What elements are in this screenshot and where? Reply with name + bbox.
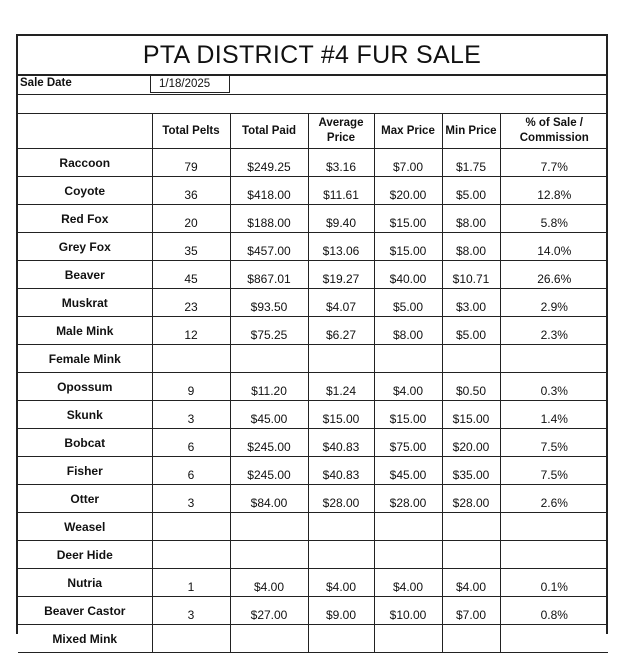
row-item-name: Red Fox: [18, 205, 152, 233]
cell-min: [442, 513, 500, 541]
cell-pelts: 3: [152, 597, 230, 625]
table-row: [18, 513, 608, 541]
table-row: [18, 345, 608, 373]
cell-pct: [500, 541, 608, 569]
cell-max: $20.00: [374, 177, 442, 205]
row-item-name: Male Mink: [18, 317, 152, 345]
table-row: [18, 205, 608, 233]
cell-max: $7.00: [374, 149, 442, 177]
cell-pelts: 79: [152, 149, 230, 177]
cell-min: $3.00: [442, 289, 500, 317]
spacer-row: [18, 95, 606, 114]
cell-avg: $11.61: [308, 177, 374, 205]
row-item-name: Grey Fox: [18, 233, 152, 261]
cell-pct: [500, 513, 608, 541]
cell-min: $4.00: [442, 569, 500, 597]
cell-pelts: 6: [152, 429, 230, 457]
cell-pelts: 1: [152, 569, 230, 597]
cell-pelts: 45: [152, 261, 230, 289]
cell-max: $15.00: [374, 205, 442, 233]
cell-pelts: [152, 345, 230, 373]
cell-min: $35.00: [442, 457, 500, 485]
table-row: [18, 149, 608, 177]
cell-paid: $418.00: [230, 177, 308, 205]
cell-paid: $27.00: [230, 597, 308, 625]
cell-pelts: 35: [152, 233, 230, 261]
table-row: [18, 289, 608, 317]
cell-min: $8.00: [442, 205, 500, 233]
cell-avg: $28.00: [308, 485, 374, 513]
cell-pct: 12.8%: [500, 177, 608, 205]
fur-sale-table: [18, 114, 608, 653]
row-item-name: Opossum: [18, 373, 152, 401]
cell-pct: 7.5%: [500, 429, 608, 457]
row-item-name: Fisher: [18, 457, 152, 485]
cell-avg: [308, 345, 374, 373]
cell-paid: $188.00: [230, 205, 308, 233]
sale-date-label: Sale Date: [20, 77, 72, 89]
cell-pelts: 12: [152, 317, 230, 345]
cell-avg: $19.27: [308, 261, 374, 289]
cell-paid: [230, 625, 308, 653]
page-title: PTA DISTRICT #4 FUR SALE: [18, 36, 606, 76]
cell-avg: $40.83: [308, 457, 374, 485]
cell-min: $5.00: [442, 177, 500, 205]
cell-pelts: [152, 625, 230, 653]
cell-pct: 2.9%: [500, 289, 608, 317]
sale-date-value: 1/18/2025: [150, 75, 230, 93]
cell-avg: $1.24: [308, 373, 374, 401]
row-item-name: Raccoon: [18, 149, 152, 177]
cell-max: $28.00: [374, 485, 442, 513]
cell-pelts: 20: [152, 205, 230, 233]
row-item-name: Bobcat: [18, 429, 152, 457]
cell-paid: $84.00: [230, 485, 308, 513]
cell-avg: [308, 541, 374, 569]
cell-max: $5.00: [374, 289, 442, 317]
cell-pelts: 9: [152, 373, 230, 401]
cell-paid: $867.01: [230, 261, 308, 289]
table-row: [18, 541, 608, 569]
table-body: [18, 149, 608, 653]
column-header: Average Price: [308, 114, 374, 149]
cell-pelts: 6: [152, 457, 230, 485]
row-item-name: Mixed Mink: [18, 625, 152, 653]
table-row: [18, 569, 608, 597]
cell-max: $8.00: [374, 317, 442, 345]
cell-min: $10.71: [442, 261, 500, 289]
cell-paid: [230, 541, 308, 569]
cell-max: [374, 541, 442, 569]
cell-max: $15.00: [374, 233, 442, 261]
table-row: [18, 597, 608, 625]
cell-min: [442, 541, 500, 569]
cell-max: $4.00: [374, 373, 442, 401]
cell-paid: $245.00: [230, 429, 308, 457]
cell-paid: $11.20: [230, 373, 308, 401]
cell-avg: $40.83: [308, 429, 374, 457]
cell-pct: 1.4%: [500, 401, 608, 429]
cell-min: $7.00: [442, 597, 500, 625]
cell-paid: $245.00: [230, 457, 308, 485]
cell-min: $15.00: [442, 401, 500, 429]
row-item-name: Muskrat: [18, 289, 152, 317]
cell-avg: [308, 625, 374, 653]
cell-max: $4.00: [374, 569, 442, 597]
cell-pelts: 3: [152, 401, 230, 429]
column-header: Max Price: [374, 114, 442, 149]
cell-min: $28.00: [442, 485, 500, 513]
cell-min: $8.00: [442, 233, 500, 261]
cell-avg: [308, 513, 374, 541]
cell-pct: [500, 625, 608, 653]
cell-max: $40.00: [374, 261, 442, 289]
cell-pelts: [152, 541, 230, 569]
cell-paid: $75.25: [230, 317, 308, 345]
cell-pelts: 36: [152, 177, 230, 205]
cell-max: $45.00: [374, 457, 442, 485]
fur-sale-sheet: [16, 34, 608, 646]
cell-paid: $93.50: [230, 289, 308, 317]
row-item-name: Weasel: [18, 513, 152, 541]
cell-paid: $45.00: [230, 401, 308, 429]
cell-min: $1.75: [442, 149, 500, 177]
row-item-name: Coyote: [18, 177, 152, 205]
table-row: [18, 373, 608, 401]
cell-pct: 2.3%: [500, 317, 608, 345]
column-header: Min Price: [442, 114, 500, 149]
cell-avg: $15.00: [308, 401, 374, 429]
cell-avg: $3.16: [308, 149, 374, 177]
cell-avg: $9.00: [308, 597, 374, 625]
cell-min: $5.00: [442, 317, 500, 345]
column-header: [18, 114, 152, 149]
column-header: % of Sale / Commission: [500, 114, 608, 149]
column-header: Total Paid: [230, 114, 308, 149]
row-item-name: Deer Hide: [18, 541, 152, 569]
cell-pct: 5.8%: [500, 205, 608, 233]
cell-pct: 7.5%: [500, 457, 608, 485]
cell-avg: $4.07: [308, 289, 374, 317]
table-row: [18, 401, 608, 429]
cell-pct: 2.6%: [500, 485, 608, 513]
cell-max: [374, 625, 442, 653]
cell-max: $10.00: [374, 597, 442, 625]
cell-avg: $9.40: [308, 205, 374, 233]
cell-paid: $457.00: [230, 233, 308, 261]
cell-min: $0.50: [442, 373, 500, 401]
cell-paid: [230, 345, 308, 373]
cell-max: $75.00: [374, 429, 442, 457]
cell-paid: $249.25: [230, 149, 308, 177]
row-item-name: Beaver Castor: [18, 597, 152, 625]
cell-min: $20.00: [442, 429, 500, 457]
cell-pct: 14.0%: [500, 233, 608, 261]
sale-date-row: [18, 76, 606, 95]
table-header-row: [18, 114, 608, 149]
cell-pct: 7.7%: [500, 149, 608, 177]
cell-pelts: [152, 513, 230, 541]
table-row: [18, 429, 608, 457]
cell-paid: [230, 513, 308, 541]
table-row: [18, 261, 608, 289]
cell-avg: $4.00: [308, 569, 374, 597]
table-row: [18, 625, 608, 653]
row-item-name: Beaver: [18, 261, 152, 289]
table-row: [18, 317, 608, 345]
row-item-name: Female Mink: [18, 345, 152, 373]
column-header: Total Pelts: [152, 114, 230, 149]
row-item-name: Skunk: [18, 401, 152, 429]
table-row: [18, 457, 608, 485]
cell-max: $15.00: [374, 401, 442, 429]
cell-pelts: 23: [152, 289, 230, 317]
row-item-name: Otter: [18, 485, 152, 513]
cell-min: [442, 345, 500, 373]
cell-avg: $13.06: [308, 233, 374, 261]
table-row: [18, 233, 608, 261]
cell-paid: $4.00: [230, 569, 308, 597]
row-item-name: Nutria: [18, 569, 152, 597]
cell-pelts: 3: [152, 485, 230, 513]
cell-max: [374, 513, 442, 541]
table-row: [18, 485, 608, 513]
cell-pct: 26.6%: [500, 261, 608, 289]
table-row: [18, 177, 608, 205]
cell-pct: 0.3%: [500, 373, 608, 401]
cell-max: [374, 345, 442, 373]
cell-pct: 0.8%: [500, 597, 608, 625]
cell-min: [442, 625, 500, 653]
cell-pct: 0.1%: [500, 569, 608, 597]
cell-avg: $6.27: [308, 317, 374, 345]
cell-pct: [500, 345, 608, 373]
